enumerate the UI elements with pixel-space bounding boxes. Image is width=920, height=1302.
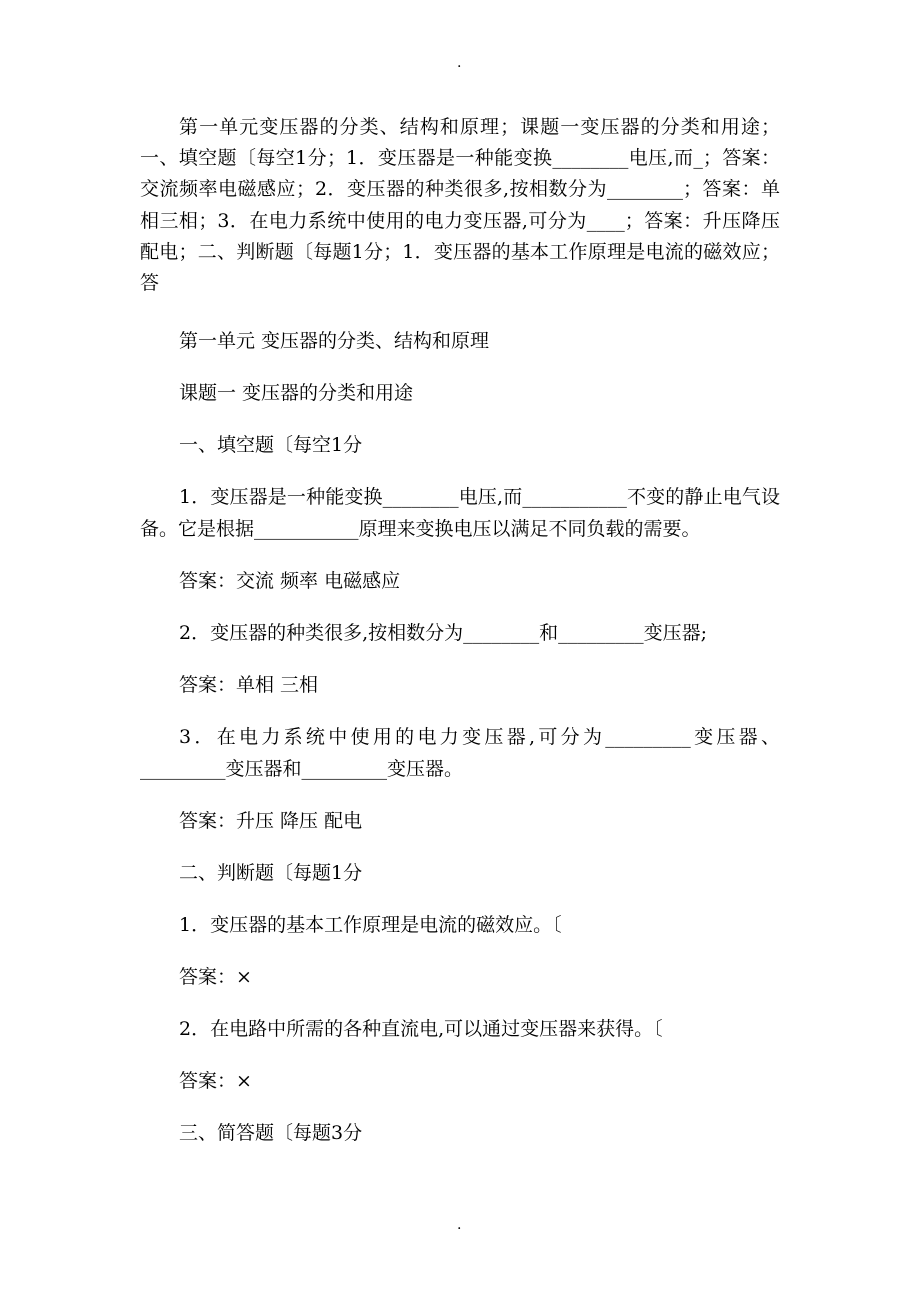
- answer-2: 答案：单相 三相: [179, 674, 319, 697]
- judgment-2: 2．在电路中所需的各种直流电,可以通过变压器来获得。〔: [179, 1018, 663, 1041]
- document-body: [140, 112, 780, 1169]
- lesson-title: 课题一 变压器的分类和用途: [179, 382, 414, 405]
- section-short-answer-title: 三、简答题〔每题3分: [179, 1122, 363, 1145]
- header-mark: .: [457, 55, 462, 71]
- question-1: 1．变压器是一种能变换________电压,而___________不变的静止电气设备。它是根据___________原理来变换电压以满足不同负载的需要。: [140, 486, 780, 541]
- answer-1: 答案：交流 频率 电磁感应: [179, 570, 401, 593]
- section-true-false-title: 二、判断题〔每题1分: [179, 862, 363, 885]
- judgment-answer-2: 答案：×: [179, 1070, 252, 1093]
- question-3: 3．在电力系统中使用的电力变压器,可分为_________变压器、_________变压器和_________变压器。: [140, 726, 780, 781]
- unit-title: 第一单元 变压器的分类、结构和原理: [179, 330, 490, 353]
- footer-mark: .: [457, 1217, 462, 1233]
- question-2: 2．变压器的种类很多,按相数分为________和_________变压器;: [179, 622, 708, 645]
- answer-3: 答案：升压 降压 配电: [179, 810, 363, 833]
- summary-paragraph: 第一单元变压器的分类、结构和原理；课题一变压器的分类和用途；一、填空题〔每空1分；1．变压器是一种能变换________电压,而_；答案：交流频率电磁感应；2．变压器的种类很多,按相数分为________；答案：单相三相；3．在电力系统中使用的电力变压器,可分为____；答案：升压降压配电；二、判断题〔每题1分；1．变压器的基本工作原理是电流的磁效应；答: [140, 116, 780, 295]
- section-fill-in-title: 一、填空题〔每空1分: [179, 434, 363, 457]
- judgment-1: 1．变压器的基本工作原理是电流的磁效应。〔: [179, 914, 562, 937]
- judgment-answer-1: 答案：×: [179, 966, 252, 989]
